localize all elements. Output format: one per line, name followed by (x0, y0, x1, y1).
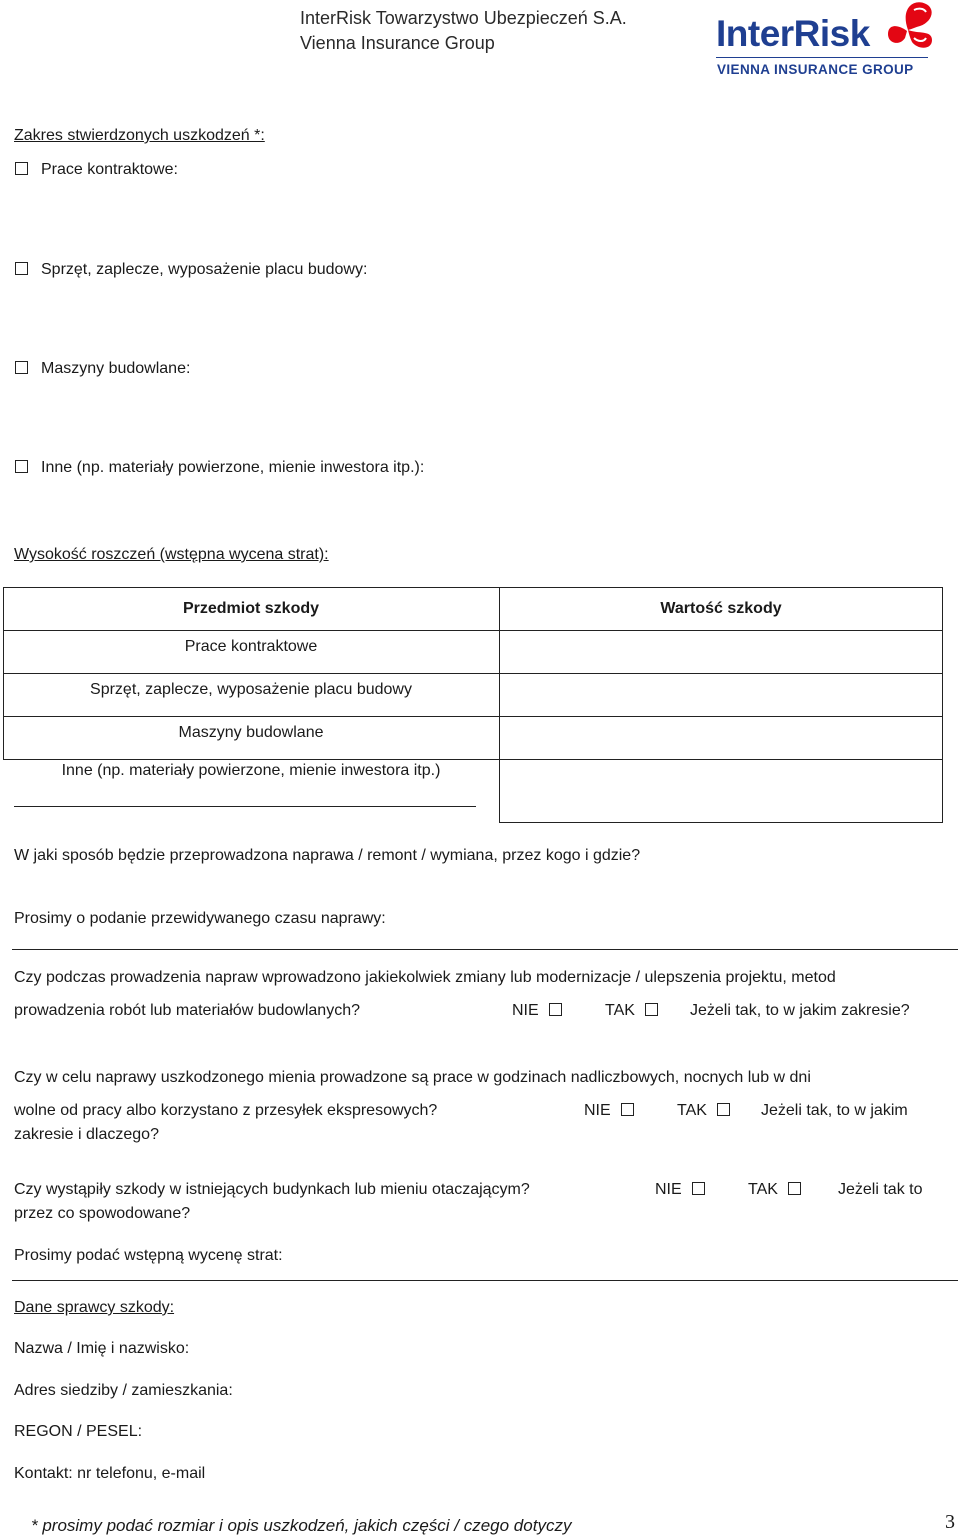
q2-followup: Jeżeli tak, to w jakim (761, 1102, 908, 1119)
repair-time-question: Prosimy o podanie przewidywanego czasu naprawy: (14, 910, 386, 927)
butterfly-icon (874, 0, 946, 52)
option-construction-machines[interactable] (15, 360, 190, 378)
q2-no-option[interactable] (584, 1102, 634, 1120)
interrisk-logo (716, 0, 946, 80)
no-checkbox[interactable] (692, 1182, 705, 1195)
yes-label: TAK (605, 1002, 635, 1019)
yes-label: TAK (677, 1102, 707, 1119)
q2-line1: Czy w celu naprawy uszkodzonego mienia prowadzone są prace w godzinach nadliczbowych, nocnych lub w dni (14, 1069, 811, 1086)
q1-yes-option[interactable] (605, 1002, 658, 1020)
q2-line2: wolne od pracy albo korzystano z przesyłek ekspresowych? (14, 1102, 438, 1119)
loss-estimate-question: Prosimy podać wstępną wycenę strat: (14, 1247, 283, 1264)
company-name: InterRisk Towarzystwo Ubezpieczeń S.A. (300, 8, 627, 28)
table-row-item: Inne (np. materiały powierzone, mienie inwestora itp.) (61, 762, 441, 779)
checkbox[interactable] (15, 460, 28, 473)
option-label: Prace kontraktowe: (41, 161, 178, 178)
q1-no-option[interactable] (512, 1002, 562, 1020)
no-checkbox[interactable] (549, 1003, 562, 1016)
yes-label: TAK (748, 1181, 778, 1198)
header-value: Wartość szkody (660, 600, 782, 617)
field-contact: Kontakt: nr telefonu, e-mail (14, 1465, 206, 1482)
q3-yes-option[interactable] (748, 1181, 801, 1199)
field-regon-pesel: REGON / PESEL: (14, 1423, 143, 1440)
table-row-item: Prace kontraktowe (184, 638, 318, 655)
q1-followup: Jeżeli tak, to w jakim zakresie? (690, 1002, 910, 1019)
q3-followup: Jeżeli tak to (838, 1181, 923, 1198)
q3-no-option[interactable] (655, 1181, 705, 1199)
claims-title: Wysokość roszczeń (wstępna wycena strat): (14, 546, 329, 563)
checkbox[interactable] (15, 162, 28, 175)
page-number: 3 (945, 1511, 955, 1533)
yes-checkbox[interactable] (717, 1103, 730, 1116)
damage-scope-title: Zakres stwierdzonych uszkodzeń *: (14, 127, 265, 144)
q3-line2: przez co spowodowane? (14, 1205, 191, 1222)
no-label: NIE (655, 1181, 682, 1198)
option-label: Sprzęt, zaplecze, wyposażenie placu budowy: (41, 261, 368, 278)
option-label: Maszyny budowlane: (41, 360, 191, 377)
logo-wordmark: InterRisk (716, 13, 870, 54)
table-row-item: Maszyny budowlane (178, 724, 324, 741)
repair-method-question: W jaki sposób będzie przeprowadzona naprawa / remont / wymiana, przez kogo i gdzie? (14, 847, 641, 864)
no-checkbox[interactable] (621, 1103, 634, 1116)
yes-checkbox[interactable] (788, 1182, 801, 1195)
perpetrator-data-title: Dane sprawcy szkody: (14, 1299, 175, 1316)
q2-line3: zakresie i dlaczego? (14, 1126, 159, 1143)
divider (12, 1280, 958, 1281)
q1-line1: Czy podczas prowadzenia napraw wprowadzono jakiekolwiek zmiany lub modernizacje / ulepszenia projektu, metod (14, 969, 836, 986)
table-row-item: Sprzęt, zaplecze, wyposażenie placu budowy (90, 681, 412, 698)
no-label: NIE (584, 1102, 611, 1119)
checkbox[interactable] (15, 361, 28, 374)
option-label: Inne (np. materiały powierzone, mienie inwestora itp.): (41, 459, 425, 476)
field-address: Adres siedziby / zamieszkania: (14, 1382, 233, 1399)
q3-line1: Czy wystąpiły szkody w istniejących budynkach lub mieniu otaczającym? (14, 1181, 530, 1198)
logo-subtitle: VIENNA INSURANCE GROUP (717, 62, 914, 77)
option-other[interactable] (15, 459, 424, 477)
footnote: * prosimy podać rozmiar i opis uszkodzeń, jakich części / czego dotyczy (31, 1516, 572, 1535)
logo-divider (716, 57, 928, 58)
company-group: Vienna Insurance Group (300, 33, 495, 53)
q2-yes-option[interactable] (677, 1102, 730, 1120)
option-equipment[interactable] (15, 261, 367, 279)
checkbox[interactable] (15, 262, 28, 275)
option-contract-works[interactable] (15, 161, 178, 179)
field-name: Nazwa / Imię i nazwisko: (14, 1340, 190, 1357)
header-item: Przedmiot szkody (182, 600, 320, 617)
q1-line2: prowadzenia robót lub materiałów budowlanych? (14, 1002, 360, 1019)
no-label: NIE (512, 1002, 539, 1019)
yes-checkbox[interactable] (645, 1003, 658, 1016)
divider (12, 949, 958, 950)
